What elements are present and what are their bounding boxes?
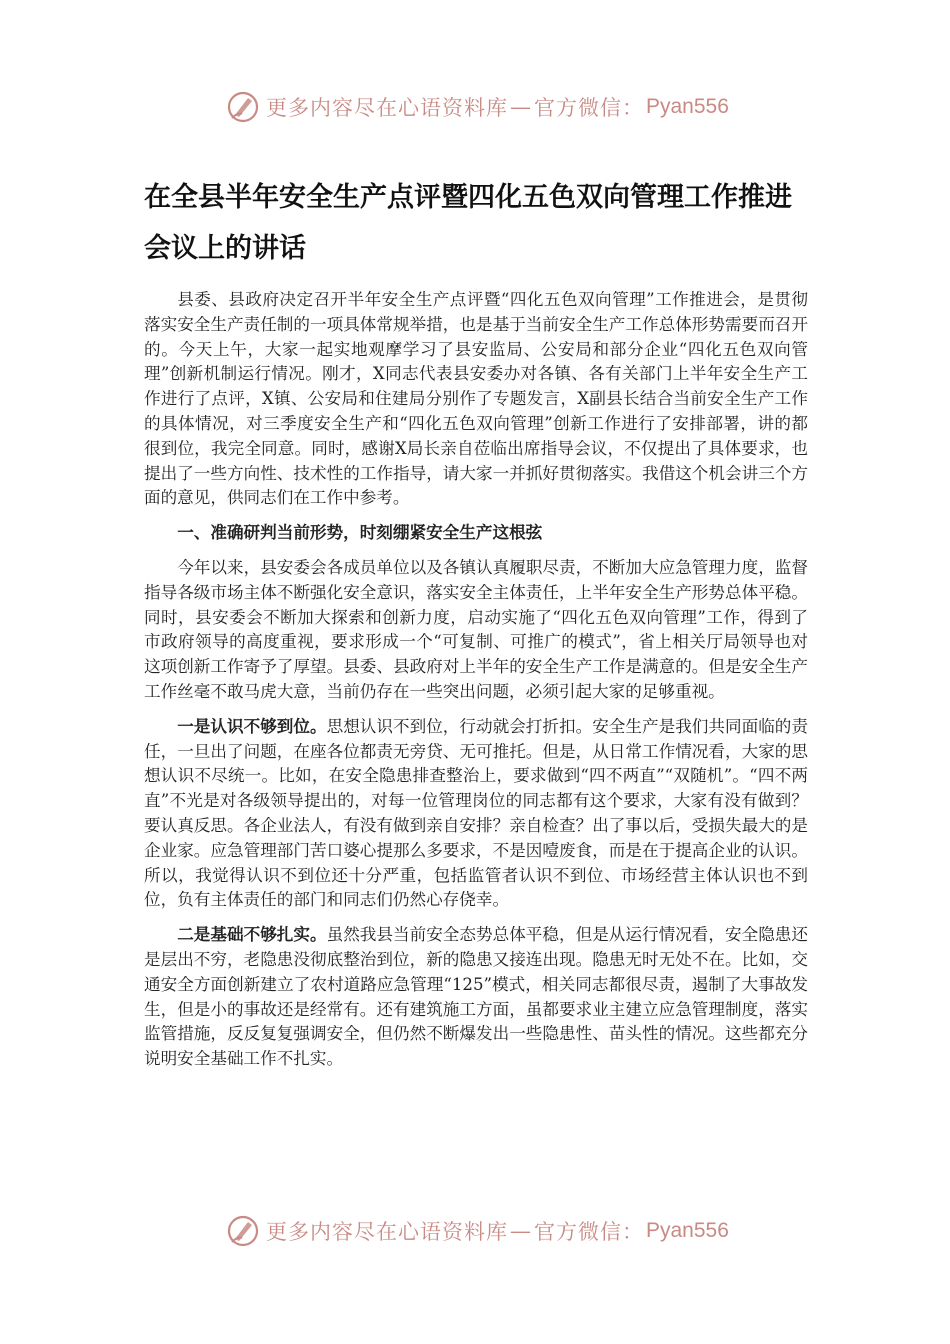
watermark-wechat-label: 官方微信：: [534, 96, 644, 120]
watermark-wechat-label: 官方微信：: [534, 1220, 644, 1244]
point-2-paragraph: [144, 923, 808, 1072]
intro-paragraph: 县委、县政府决定召开半年安全生产点评暨“四化五色双向管理”工作推进会，是贯彻落实安全生产责任制的一项具体常规举措，也是基于当前安全生产工作总体形势需要而召开的。今天上午，大家一起实地观摩学习了县安监局、公安局和部分企业“四化五色双向管理”创新机制运行情况。刚才，X同志代表县安委办对各镇、各有关部门上半年安全生产工作进行了点评，X镇、公安局和住建局分别作了专题发言，X副县长结合当前安全生产工作的具体情况，对三季度安全生产和“四化五色双向管理”创新工作进行了安排部署，讲的都很到位，我完全同意。同时，感谢X局长亲自莅临出席指导会议，不仅提出了具体要求，也提出了一些方向性、技术性的工作指导，请大家一并抓好贯彻落实。我借这个机会讲三个方面的意见，供同志们在工作中参考。: [144, 290, 808, 508]
watermark-separator: —: [510, 95, 532, 119]
watermark-banner-bottom: [226, 1211, 729, 1251]
point-1-body: 思想认识不到位，行动就会打折扣。安全生产是我们共同面临的责任，一旦出了问题，在座各位都责无旁贷、无可推托。但是，从日常工作情况看，大家的思想认识不尽统一。比如，在安全隐患排查整治上，要求做到“四不两直”“双随机”。“四不两直”不光是对各级领导提出的，对每一位管理岗位的同志都有这个要求，大家有没有做到？要认真反思。各企业法人，有没有做到亲自安排？亲自检查？出了事以后，受损失最大的是企业家。应急管理部门苦口婆心提那么多要求，不是因噎废食，而是在于提高企业的认识。所以，我觉得认识不到位还十分严重，包括监管者认识不到位、市场经营主体认识也不到位，负有主体责任的部门和同志们仍然心存侥幸。: [144, 716, 809, 910]
pen-circle-icon: [226, 1214, 260, 1248]
watermark-banner-top: [226, 87, 729, 127]
document-body: [144, 172, 808, 1082]
watermark-wechat-id: Pyan556: [646, 95, 729, 118]
point-2-lead: 二是基础不够扎实。: [177, 925, 327, 945]
watermark-brand: 更多内容尽在心语资料库: [266, 96, 508, 120]
point-2-body: 虽然我县当前安全态势总体平稳，但是从运行情况看，安全隐患还是层出不穷，老隐患没彻底整治到位，新的隐患又接连出现。隐患无时无处不在。比如，交通安全方面创新建立了农村道路应急管理“125”模式，相关同志都很尽责，遏制了大事故发生，但是小的事故还是经常有。还有建筑施工方面，虽都要求业主建立应急管理制度，落实监管措施，反反复复强调安全，但仍然不断爆发出一些隐患性、苗头性的情况。这些都充分说明安全基础工作不扎实。: [144, 925, 809, 1069]
watermark-wechat-id: Pyan556: [646, 1219, 729, 1242]
watermark-separator: —: [510, 1219, 532, 1243]
point-1-lead: 一是认识不够到位。: [177, 716, 327, 736]
document-title: 在全县半年安全生产点评暨四化五色双向管理工作推进会议上的讲话: [144, 182, 792, 264]
point-1-paragraph: [144, 715, 808, 913]
section-1-heading: 一、准确研判当前形势，时刻绷紧安全生产这根弦: [177, 523, 543, 543]
watermark-brand: 更多内容尽在心语资料库: [266, 1220, 508, 1244]
pen-circle-icon: [226, 90, 260, 124]
section-1-paragraph: 今年以来，县安委会各成员单位以及各镇认真履职尽责，不断加大应急管理力度，监督指导各级市场主体不断强化安全意识，落实安全主体责任，上半年安全生产形势总体平稳。同时，县安委会不断加大探索和创新力度，启动实施了“四化五色双向管理”工作，得到了市政府领导的高度重视，要求形成一个“可复制、可推广的模式”，省上相关厅局领导也对这项创新工作寄予了厚望。县委、县政府对上半年的安全生产工作是满意的。但是安全生产工作丝毫不敢马虎大意，当前仍存在一些突出问题，必须引起大家的足够重视。: [144, 557, 808, 701]
